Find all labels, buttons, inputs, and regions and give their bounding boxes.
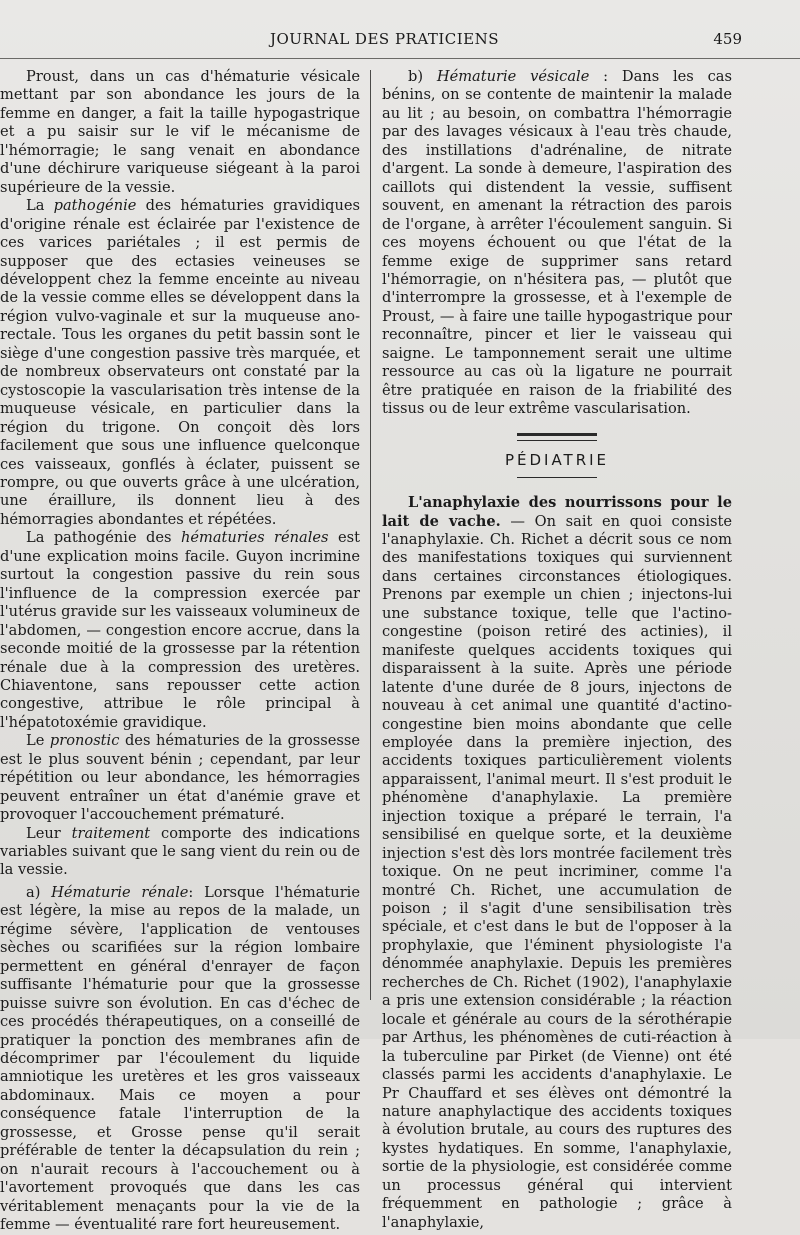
paragraph-hematurie-vesicale: b) Hématurie vésicale : Dans les cas bénins, on se contente de maintenir la malade au lit ; au besoin, on combattra l'hémorragie par des lavages vésicaux à l'eau très chaude, des instillations d'adrénaline, de nitrate d'argent. La sonde à demeure, l'aspiration des caillots qui distendent la vessie, suffisent souvent, en amenant la rétraction des parois de l'organe, à arrêter l'écoulement sanguin. Si ces moyens échouent ou que l'état de la femme exige de supprimer sans retard l'hémorragie, on n'hésitera pas, — plutôt que d'interrompre la grossesse, et à l'exemple de Proust, — à faire une taille hypogastrique pour reconnaître, pincer et lier le vaisseau qui saigne. Le tamponnement serait une ultime ressource au cas où la ligature ne pourrait être pratiquée en raison de la friabilité des tissus ou de leur extrême vascularisation. xyxy=(382,68,732,418)
section-rule-bottom xyxy=(517,477,597,478)
left-column xyxy=(0,68,360,1235)
term-traitement: traitement xyxy=(71,824,151,842)
paragraph-traitement: Leur traitement comporte des indications variables suivant que le sang vient du rein ou de la vessie. xyxy=(0,824,360,879)
term-hematurie-vesicale: Hématurie vésicale xyxy=(436,68,590,85)
paragraph-proust-case: Proust, dans un cas d'hématurie vésicale mettant par son abondance les jours de la femme en danger, a fait la taille hypogastrique et a pu saisir sur le vif le mécanisme de l'hémorragie; le sang venait en abondance d'une déchirure variqueuse siégeant à la paroi supérieure de la vessie. xyxy=(0,68,360,196)
section-rule-top xyxy=(517,433,597,436)
paragraph-pathogenie-renale: La pathogénie des hématuries rénales est d'une explication moins facile. Guyon incrimine surtout la congestion passive du rein sous l'influence de la compression exercée par l'utérus gravide sur les vaisseaux volumineux de l'abdomen, — congestion encore accrue, dans la seconde moitié de la grossesse par la rétention rénale due à la compression des uretères. Chiaventone, sans repousser cette action congestive, attribue le rôle principal à l'hépatotoxémie gravidique. xyxy=(0,529,360,731)
header-rule xyxy=(0,58,800,59)
term-pronostic: pronostic xyxy=(49,732,120,750)
section-rule-top-thin xyxy=(517,440,597,441)
column-divider xyxy=(370,70,371,1000)
paragraph-hematurie-renale: a) Hématurie rénale: Lorsque l'hématurie est légère, la mise au repos de la malade, un régime sévère, l'application de ventouses sèches ou scarifiées sur la région lombaire permettent en général d'enrayer de façon suffisante l'hématurie pour que la grossesse puisse suivre son évolution. En cas d'échec de ces procédés thérapeutiques, on a conseillé de pratiquer la ponction des membranes afin de décomprimer par l'écoulement du liquide amniotique les uretères et les gros vaisseaux abdominaux. Mais ce moyen a pour conséquence fatale l'interruption de la grossesse, et Grosse pense qu'il serait préférable de tenter la décapsulation du rein ; on n'aurait recours à l'accouchement ou à l'avortement provoqués que dans les cas véritablement menaçants pour la vie de la femme — éventualité rare fort heureusement. xyxy=(0,883,360,1234)
section-heading xyxy=(382,433,732,478)
right-column xyxy=(382,68,732,1232)
page-number: 459 xyxy=(713,30,742,48)
journal-title: JOURNAL DES PRATICIENS xyxy=(270,30,500,48)
term-pathogenie: pathogénie xyxy=(53,197,137,215)
paragraph-pathogenie-vesicale: La pathogénie des hématuries gravidiques d'origine rénale est éclairée par l'existence de ces varices pariétales ; il est permis de supposer que des ectasies veineuses se développent chez la femme enceinte au niveau de la vessie comme elles se développent dans la région vulvo-vaginale et sur la muqueuse ano-rectale. Tous les organes du petit bassin sont le siège d'une congestion passive très marquée, et de nombreux observateurs ont constaté par la cystoscopie la vascularisation très intense de la muqueuse vésicale, en particulier dans la région du trigone. On conçoit dès lors facilement que sous une influence quelconque ces vaisseaux, gonflés à éclater, puissent se rompre, ou que ouverts grâce à une ulcération, une éraillure, ils donnent lieu à des hémorragies abondantes et répétées. xyxy=(0,197,360,528)
term-hematuries-renales: hématuries rénales xyxy=(180,529,329,547)
paragraph-pronostic: Le pronostic des hématuries de la grossesse est le plus souvent bénin ; cependant, par leur répétition ou leur abondance, les hémorragies peuvent entraîner un état d'anémie grave et provoquer l'accouchement prématuré. xyxy=(0,732,361,824)
term-hematurie-renale: Hématurie rénale xyxy=(51,883,189,901)
section-title: PÉDIATRIE xyxy=(504,450,610,469)
paragraph-anaphylaxie: L'anaphylaxie des nourrissons pour le lait de vache. — On sait en quoi consiste l'anaphylaxie. Ch. Richet a décrit sous ce nom des manifestations toxiques qui surviennent dans certaines circonstances étiologiques. Prenons par exemple un chien ; injectons-lui une substance toxique, telle que l'actino-congestine (poison retiré des actinies), il manifeste quelques accidents toxiques qui disparaissent à la suite. Après une période latente d'une durée de 8 jours, injectons de nouveau à cet animal une quantité d'actino-congestine bien moins abondante que celle employée dans la première injection, des accidents toxiques particulièrement violents apparaissent, l'animal meurt. Il s'est produit le phénomène d'anaphylaxie. La première injection toxique a préparé le terrain, l'a sensibilisé en quelque sorte, et la deuxième injection s'est dès lors montrée facilement très toxique. On ne peut incriminer, comme l'a montré Ch. Richet, une accumulation de poison ; il s'agit d'une sensibilisation très spéciale, et c'est dans le but de l'opposer à la prophylaxie, que l'éminent physiologiste l'a dénommée anaphylaxie. Depuis les premières recherches de Ch. Richet (1902), l'anaphylaxie a pris une extension considérable ; la réaction locale et générale au cours de la sérothérapie par Arthus, les phénomènes de cuti-réaction à la tuberculine par Pirket (de Vienne) ont été classés parmi les accidents d'anaphylaxie. Le Pr Chauffard et ses élèves ont démontré la nature anaphylactique des accidents toxiques à évolution brutale, au cours des ruptures des kystes hydatiques. En somme, l'anaphylaxie, sortie de la physiologie, est considérée comme un processus général qui intervient fréquemment en pathologie ; grâce à l'anaphylaxie, xyxy=(382,494,733,1231)
article-title: L'anaphylaxie des nourrissons pour le lait de vache. xyxy=(382,494,732,530)
page-header xyxy=(0,28,800,52)
